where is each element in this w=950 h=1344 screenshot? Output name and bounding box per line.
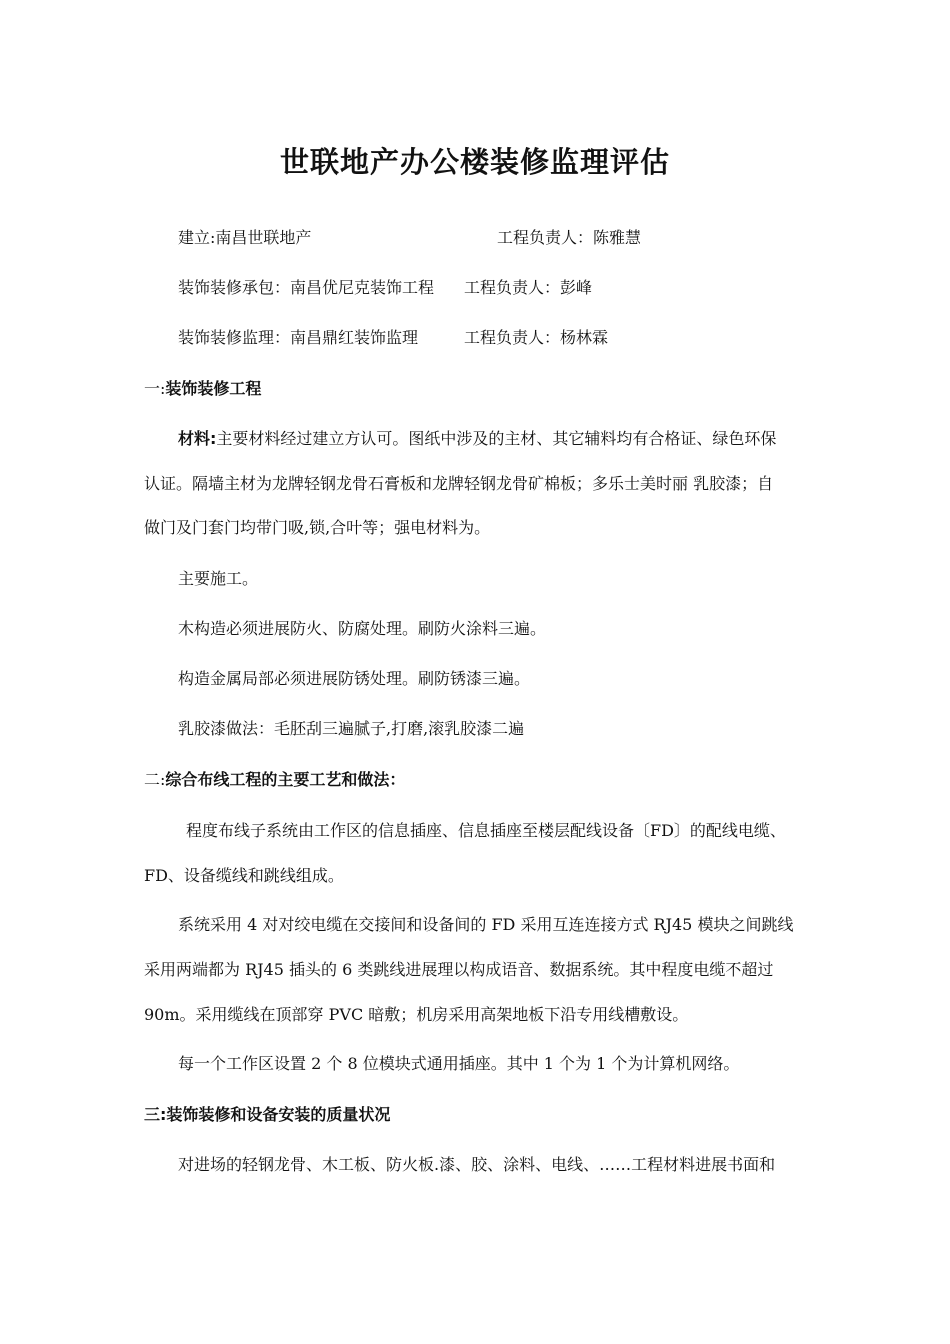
section1-title: 装饰装修工程: [165, 379, 262, 398]
contractor-manager: 工程负责人：彭峰: [464, 278, 593, 297]
client-manager: 工程负责人：陈雅慧: [497, 228, 642, 247]
section2-heading: [144, 770, 405, 790]
supervisor-manager: 工程负责人：杨林霖: [464, 328, 609, 347]
supervisor-label: 装饰装修监理：南昌鼎红装饰监理: [178, 328, 419, 347]
section1-paragraph-4: 乳胶漆做法：毛胚刮三遍腻子,打磨,滚乳胶漆二遍: [178, 719, 525, 738]
material-text-1: 主要材料经过建立方认可。图纸中涉及的主材、其它辅料均有合格证、绿色环保: [216, 429, 777, 448]
document-title: 世联地产办公楼装修监理评估: [279, 145, 670, 179]
contractor-label: 装饰装修承包：南昌优尼克装饰工程: [178, 278, 435, 297]
section2-p2-line2: 采用两端都为 RJ45 插头的 6 类跳线进展理以构成语音、数据系统。其中程度电缆不超过: [144, 960, 774, 979]
section3-p1-line1: 对进场的轻钢龙骨、木工板、防火板.漆、胶、涂料、电线、……工程材料进展书面和: [178, 1155, 776, 1174]
material-label: 材料:: [178, 429, 217, 448]
section2-paragraph-3: 每一个工作区设置 2 个 8 位模块式通用插座。其中 1 个为 1 个为计算机网络。: [178, 1054, 740, 1073]
client-label: 建立:南昌世联地产: [178, 228, 312, 247]
material-paragraph-line2: 认证。隔墙主材为龙牌轻钢龙骨石膏板和龙牌轻钢龙骨矿棉板；多乐士美时丽 乳胶漆；自: [144, 474, 774, 493]
material-paragraph-line3: 做门及门套门均带门吸,锁,合叶等；强电材料为。: [144, 518, 491, 537]
section2-prefix: 二:: [144, 770, 166, 789]
section2-p2-line1: 系统采用 4 对对绞电缆在交接间和设备间的 FD 采用互连连接方式 RJ45 模块之间跳线: [178, 915, 794, 934]
section2-p2-line3: 90m。采用缆线在顶部穿 PVC 暗敷；机房采用高架地板下沿专用线槽敷设。: [144, 1005, 689, 1024]
section1-paragraph-1: 主要施工。: [178, 569, 259, 588]
section3-prefix: 三:: [144, 1105, 167, 1124]
section1-paragraph-2: 木构造必须进展防火、防腐处理。刷防火涂料三遍。: [178, 619, 547, 638]
section1-heading: [144, 379, 261, 399]
material-paragraph-line1: [178, 429, 776, 449]
section1-prefix: 一:: [144, 379, 166, 398]
section1-paragraph-3: 构造金属局部必须进展防锈处理。刷防锈漆三遍。: [178, 669, 531, 688]
section2-title: 综合布线工程的主要工艺和做法：: [165, 770, 406, 789]
section2-p1-line1: 程度布线子系统由工作区的信息插座、信息插座至楼层配线设备〔FD〕的配线电缆、: [186, 821, 786, 840]
section3-heading: [144, 1105, 390, 1125]
section3-title: 装饰装修和设备安装的质量状况: [166, 1105, 391, 1124]
section2-p1-line2: FD、设备缆线和跳线组成。: [144, 866, 344, 885]
